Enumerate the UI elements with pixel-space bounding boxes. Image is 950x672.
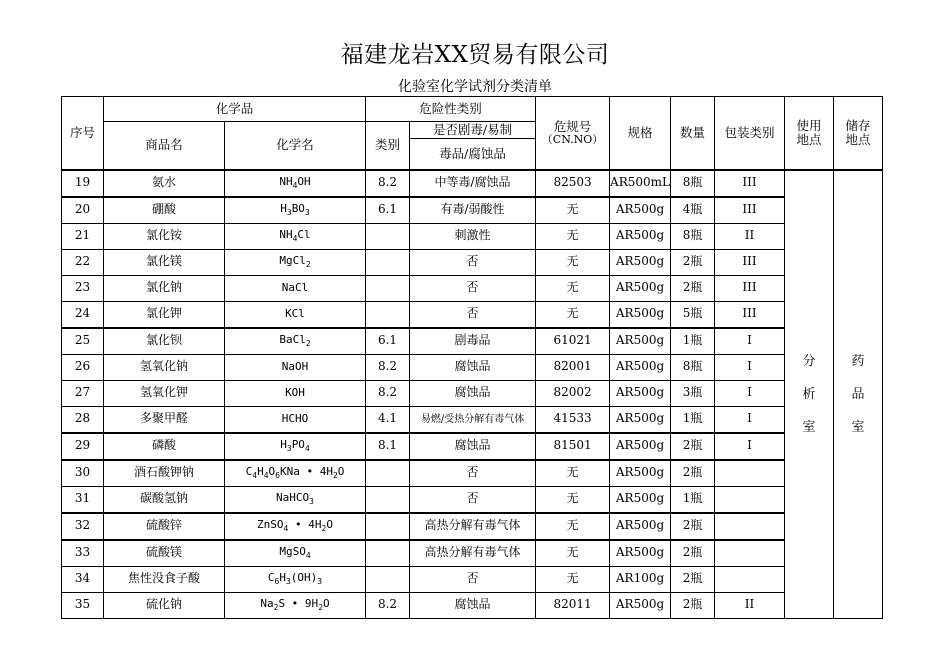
chemical-formula [225,433,366,460]
quantity: 2瓶 [671,275,715,301]
chemical-formula [225,486,366,513]
formula-part: H [280,437,287,451]
header-store-place-line1: 储存 [845,118,871,133]
store-place-char: 药 [851,353,865,369]
toxicity: 剧毒品 [410,328,536,355]
chemical-formula [225,380,366,406]
product-name: 氢氧化钾 [104,380,225,406]
header-reg-no [536,97,610,170]
specification: AR500g [610,486,671,513]
toxicity: 腐蚀品 [410,354,536,380]
header-chemical: 化学品 [104,97,366,122]
chemical-formula [225,354,366,380]
reg-number: 无 [536,301,610,328]
product-name: 氯化钾 [104,301,225,328]
reg-number: 无 [536,460,610,487]
row-index: 33 [62,540,104,567]
specification: AR500g [610,249,671,275]
formula-part: BO [291,201,305,215]
formula-part: KCl [285,306,305,320]
product-name: 酒石酸钾钠 [104,460,225,487]
specification: AR500g [610,406,671,433]
toxicity: 否 [410,460,536,487]
table-row [62,301,883,328]
document-subtitle: 化验室化学试剂分类清单 [398,79,552,95]
reg-number: 82011 [536,592,610,618]
pack-class: I [715,406,785,433]
formula-subscript: 3 [286,443,292,453]
pack-class [715,540,785,567]
reg-number: 61021 [536,328,610,355]
row-index: 35 [62,592,104,618]
row-index: 31 [62,486,104,513]
row-index: 34 [62,566,104,592]
formula-subscript: 4 [292,180,298,190]
formula-part: MgSO [279,544,306,558]
row-index: 26 [62,354,104,380]
formula-part: NH [279,227,293,241]
quantity: 2瓶 [671,540,715,567]
pack-class: I [715,354,785,380]
toxicity: 高热分解有毒气体 [410,540,536,567]
quantity: 8瓶 [671,170,715,197]
toxicity: 否 [410,275,536,301]
chemical-formula [225,460,366,487]
header-toxic-question: 是否剧毒/易制 [410,122,536,139]
formula-part: O [337,464,345,478]
chemical-formula [225,249,366,275]
product-name: 氢氧化钠 [104,354,225,380]
chemical-formula [225,170,366,197]
row-index: 25 [62,328,104,355]
table-row [62,406,883,433]
reg-number: 82002 [536,380,610,406]
table-row [62,540,883,567]
table-row [62,223,883,249]
header-use-place-line2: 地点 [796,131,822,147]
header-store-place-line2: 地点 [845,131,871,147]
hazard-class: 6.1 [366,197,410,224]
reg-number: 无 [536,486,610,513]
quantity: 3瓶 [671,380,715,406]
formula-subscript: 3 [304,207,310,217]
formula-part: OH [297,174,311,188]
toxicity: 刺激性 [410,223,536,249]
toxicity: 高热分解有毒气体 [410,513,536,540]
hazard-class: 8.1 [366,433,410,460]
specification: AR500g [610,223,671,249]
product-name: 氯化钠 [104,275,225,301]
specification: AR100g [610,566,671,592]
chemical-formula [225,540,366,567]
chemical-formula [225,328,366,355]
row-index: 21 [62,223,104,249]
formula-part: NaHCO [276,490,310,504]
quantity: 8瓶 [671,354,715,380]
store-place-char: 室 [851,419,865,435]
reg-number: 无 [536,566,610,592]
specification: AR500g [610,301,671,328]
table-row [62,460,883,487]
reg-number: 无 [536,513,610,540]
header-spec: 规格 [610,97,671,170]
formula-subscript: 2 [332,470,338,480]
chemical-formula [225,223,366,249]
formula-subscript: 2 [273,602,279,612]
formula-part: NaCl [281,280,309,294]
quantity: 2瓶 [671,592,715,618]
row-index: 29 [62,433,104,460]
formula-part: KOH [285,385,305,399]
quantity: 2瓶 [671,249,715,275]
pack-class: III [715,301,785,328]
formula-part: H [280,201,287,215]
row-index: 32 [62,513,104,540]
formula-part: H [257,464,264,478]
quantity: 2瓶 [671,566,715,592]
formula-part: KNa • 4H [279,464,333,478]
use-place-cell [785,170,834,619]
pack-class: I [715,433,785,460]
quantity: 4瓶 [671,197,715,224]
product-name: 氯化钡 [104,328,225,355]
header-quantity: 数量 [671,97,715,170]
document-title: 福建龙岩XX贸易有限公司 [340,42,610,68]
hazard-class: 8.2 [366,592,410,618]
quantity: 1瓶 [671,406,715,433]
table-row [62,566,883,592]
hazard-class [366,249,410,275]
header-category: 类别 [366,122,410,170]
hazard-class [366,275,410,301]
header-reg-no-line1: 危规号 [553,118,592,134]
formula-part: PO [291,437,305,451]
formula-subscript: 6 [275,470,280,480]
specification: AR500g [610,540,671,567]
use-place-char: 析 [802,386,816,402]
hazard-class [366,301,410,328]
formula-part: O [323,596,330,610]
table-body [62,170,883,619]
pack-class: III [715,249,785,275]
reg-number: 无 [536,197,610,224]
row-index: 27 [62,380,104,406]
formula-subscript: 6 [274,576,280,586]
toxicity: 腐蚀品 [410,380,536,406]
pack-class [715,460,785,487]
product-name: 硫酸锌 [104,513,225,540]
toxicity: 否 [410,486,536,513]
reg-number: 82503 [536,170,610,197]
formula-part: BaCl [279,332,306,346]
toxicity: 否 [410,301,536,328]
hazard-class [366,566,410,592]
header-reg-no-line2: （CN.NO） [541,132,604,146]
header-hazard-category: 危险性类别 [366,97,536,122]
row-index: 28 [62,406,104,433]
row-index: 20 [62,197,104,224]
chemical-formula [225,513,366,540]
formula-subscript: 4 [304,443,310,453]
pack-class: I [715,328,785,355]
pack-class: III [715,197,785,224]
formula-subscript: 2 [318,602,324,612]
toxicity: 否 [410,566,536,592]
use-place-char: 室 [802,419,816,435]
product-name: 磷酸 [104,433,225,460]
pack-class: II [715,223,785,249]
specification: AR500g [610,513,671,540]
toxicity: 腐蚀品 [410,592,536,618]
header-pack-type: 包装类别 [715,97,785,170]
formula-subscript: 4 [292,233,298,243]
formula-part: Cl [297,227,311,241]
chemical-formula [225,301,366,328]
hazard-class [366,540,410,567]
specification: AR500g [610,197,671,224]
specification: AR500g [610,354,671,380]
header-product-name: 商品名 [104,122,225,170]
product-name: 氯化铵 [104,223,225,249]
reg-number: 无 [536,223,610,249]
hazard-class: 4.1 [366,406,410,433]
formula-part: NH [279,174,293,188]
header-use-place-line1: 使用 [796,118,822,133]
table-row [62,170,883,197]
specification: AR500g [610,275,671,301]
formula-part: HCHO [281,411,309,425]
reg-number: 无 [536,540,610,567]
row-index: 19 [62,170,104,197]
specification: AR500g [610,433,671,460]
table-row [62,354,883,380]
formula-subscript: 3 [285,576,291,586]
formula-part: Na [260,596,274,610]
pack-class: I [715,380,785,406]
table-row [62,433,883,460]
hazard-class [366,223,410,249]
product-name: 焦性没食子酸 [104,566,225,592]
product-name: 硫化钠 [104,592,225,618]
chemical-formula [225,592,366,618]
table-row [62,513,883,540]
formula-subscript: 4 [283,523,289,533]
specification: AR500g [610,460,671,487]
formula-part: MgCl [279,253,306,267]
pack-class [715,513,785,540]
row-index: 24 [62,301,104,328]
product-name: 氨水 [104,170,225,197]
formula-subscript: 4 [252,470,258,480]
header-toxic-corrosive: 毒品/腐蚀品 [410,139,536,170]
toxicity: 中等毒/腐蚀品 [410,170,536,197]
quantity: 2瓶 [671,513,715,540]
toxicity: 腐蚀品 [410,433,536,460]
specification: AR500g [610,328,671,355]
header-index: 序号 [62,97,104,170]
toxicity: 有毒/弱酸性 [410,197,536,224]
quantity: 5瓶 [671,301,715,328]
quantity: 2瓶 [671,433,715,460]
pack-class: III [715,170,785,197]
hazard-class: 6.1 [366,328,410,355]
formula-part: (OH) [290,570,318,584]
formula-subscript: 4 [305,550,311,560]
reg-number: 82001 [536,354,610,380]
hazard-class [366,460,410,487]
store-place-cell [834,170,883,619]
pack-class: III [715,275,785,301]
quantity: 8瓶 [671,223,715,249]
hazard-class: 8.2 [366,354,410,380]
pack-class: II [715,592,785,618]
use-place-char: 分 [802,353,816,369]
reagent-table [61,96,883,619]
reg-number: 无 [536,275,610,301]
chemical-formula [225,566,366,592]
table-row [62,328,883,355]
table-row [62,486,883,513]
specification: AR500g [610,592,671,618]
header-use-place [785,97,834,170]
chemical-formula [225,197,366,224]
reg-number: 81501 [536,433,610,460]
table-row [62,380,883,406]
header-store-place [834,97,883,170]
reg-number: 41533 [536,406,610,433]
pack-class [715,566,785,592]
product-name: 多聚甲醛 [104,406,225,433]
reg-number: 无 [536,249,610,275]
hazard-class: 8.2 [366,170,410,197]
formula-subscript: 3 [317,576,323,586]
toxicity: 否 [410,249,536,275]
formula-part: O [268,464,276,478]
formula-part: C [267,570,275,584]
table-row [62,592,883,618]
pack-class [715,486,785,513]
row-index: 23 [62,275,104,301]
hazard-class [366,486,410,513]
product-name: 硼酸 [104,197,225,224]
formula-part: NaOH [281,359,309,373]
formula-subscript: 2 [305,338,311,348]
specification: AR500g [610,380,671,406]
formula-subscript: 2 [321,523,327,533]
formula-subscript: 4 [263,470,269,480]
toxicity: 易燃/受热分解有毒气体 [410,406,536,433]
formula-subscript: 3 [286,207,292,217]
chemical-formula [225,275,366,301]
product-name: 氯化镁 [104,249,225,275]
formula-part: ZnSO [257,517,284,531]
formula-subscript: 2 [305,259,311,269]
formula-part: H [279,570,286,584]
table-row [62,249,883,275]
row-index: 22 [62,249,104,275]
quantity: 1瓶 [671,486,715,513]
formula-part: • 4H [288,517,322,531]
chemical-formula [225,406,366,433]
table-row [62,275,883,301]
row-index: 30 [62,460,104,487]
formula-part: O [326,517,333,531]
table-row [62,197,883,224]
quantity: 2瓶 [671,460,715,487]
hazard-class [366,513,410,540]
specification: AR500mL [610,170,671,197]
product-name: 硫酸镁 [104,540,225,567]
quantity: 1瓶 [671,328,715,355]
formula-part: S • 9H [278,596,319,610]
product-name: 碳酸氢钠 [104,486,225,513]
formula-subscript: 3 [309,496,314,506]
store-place-char: 品 [851,386,865,402]
header-chemical-name: 化学名 [225,122,366,170]
hazard-class: 8.2 [366,380,410,406]
formula-part: C [245,464,253,478]
